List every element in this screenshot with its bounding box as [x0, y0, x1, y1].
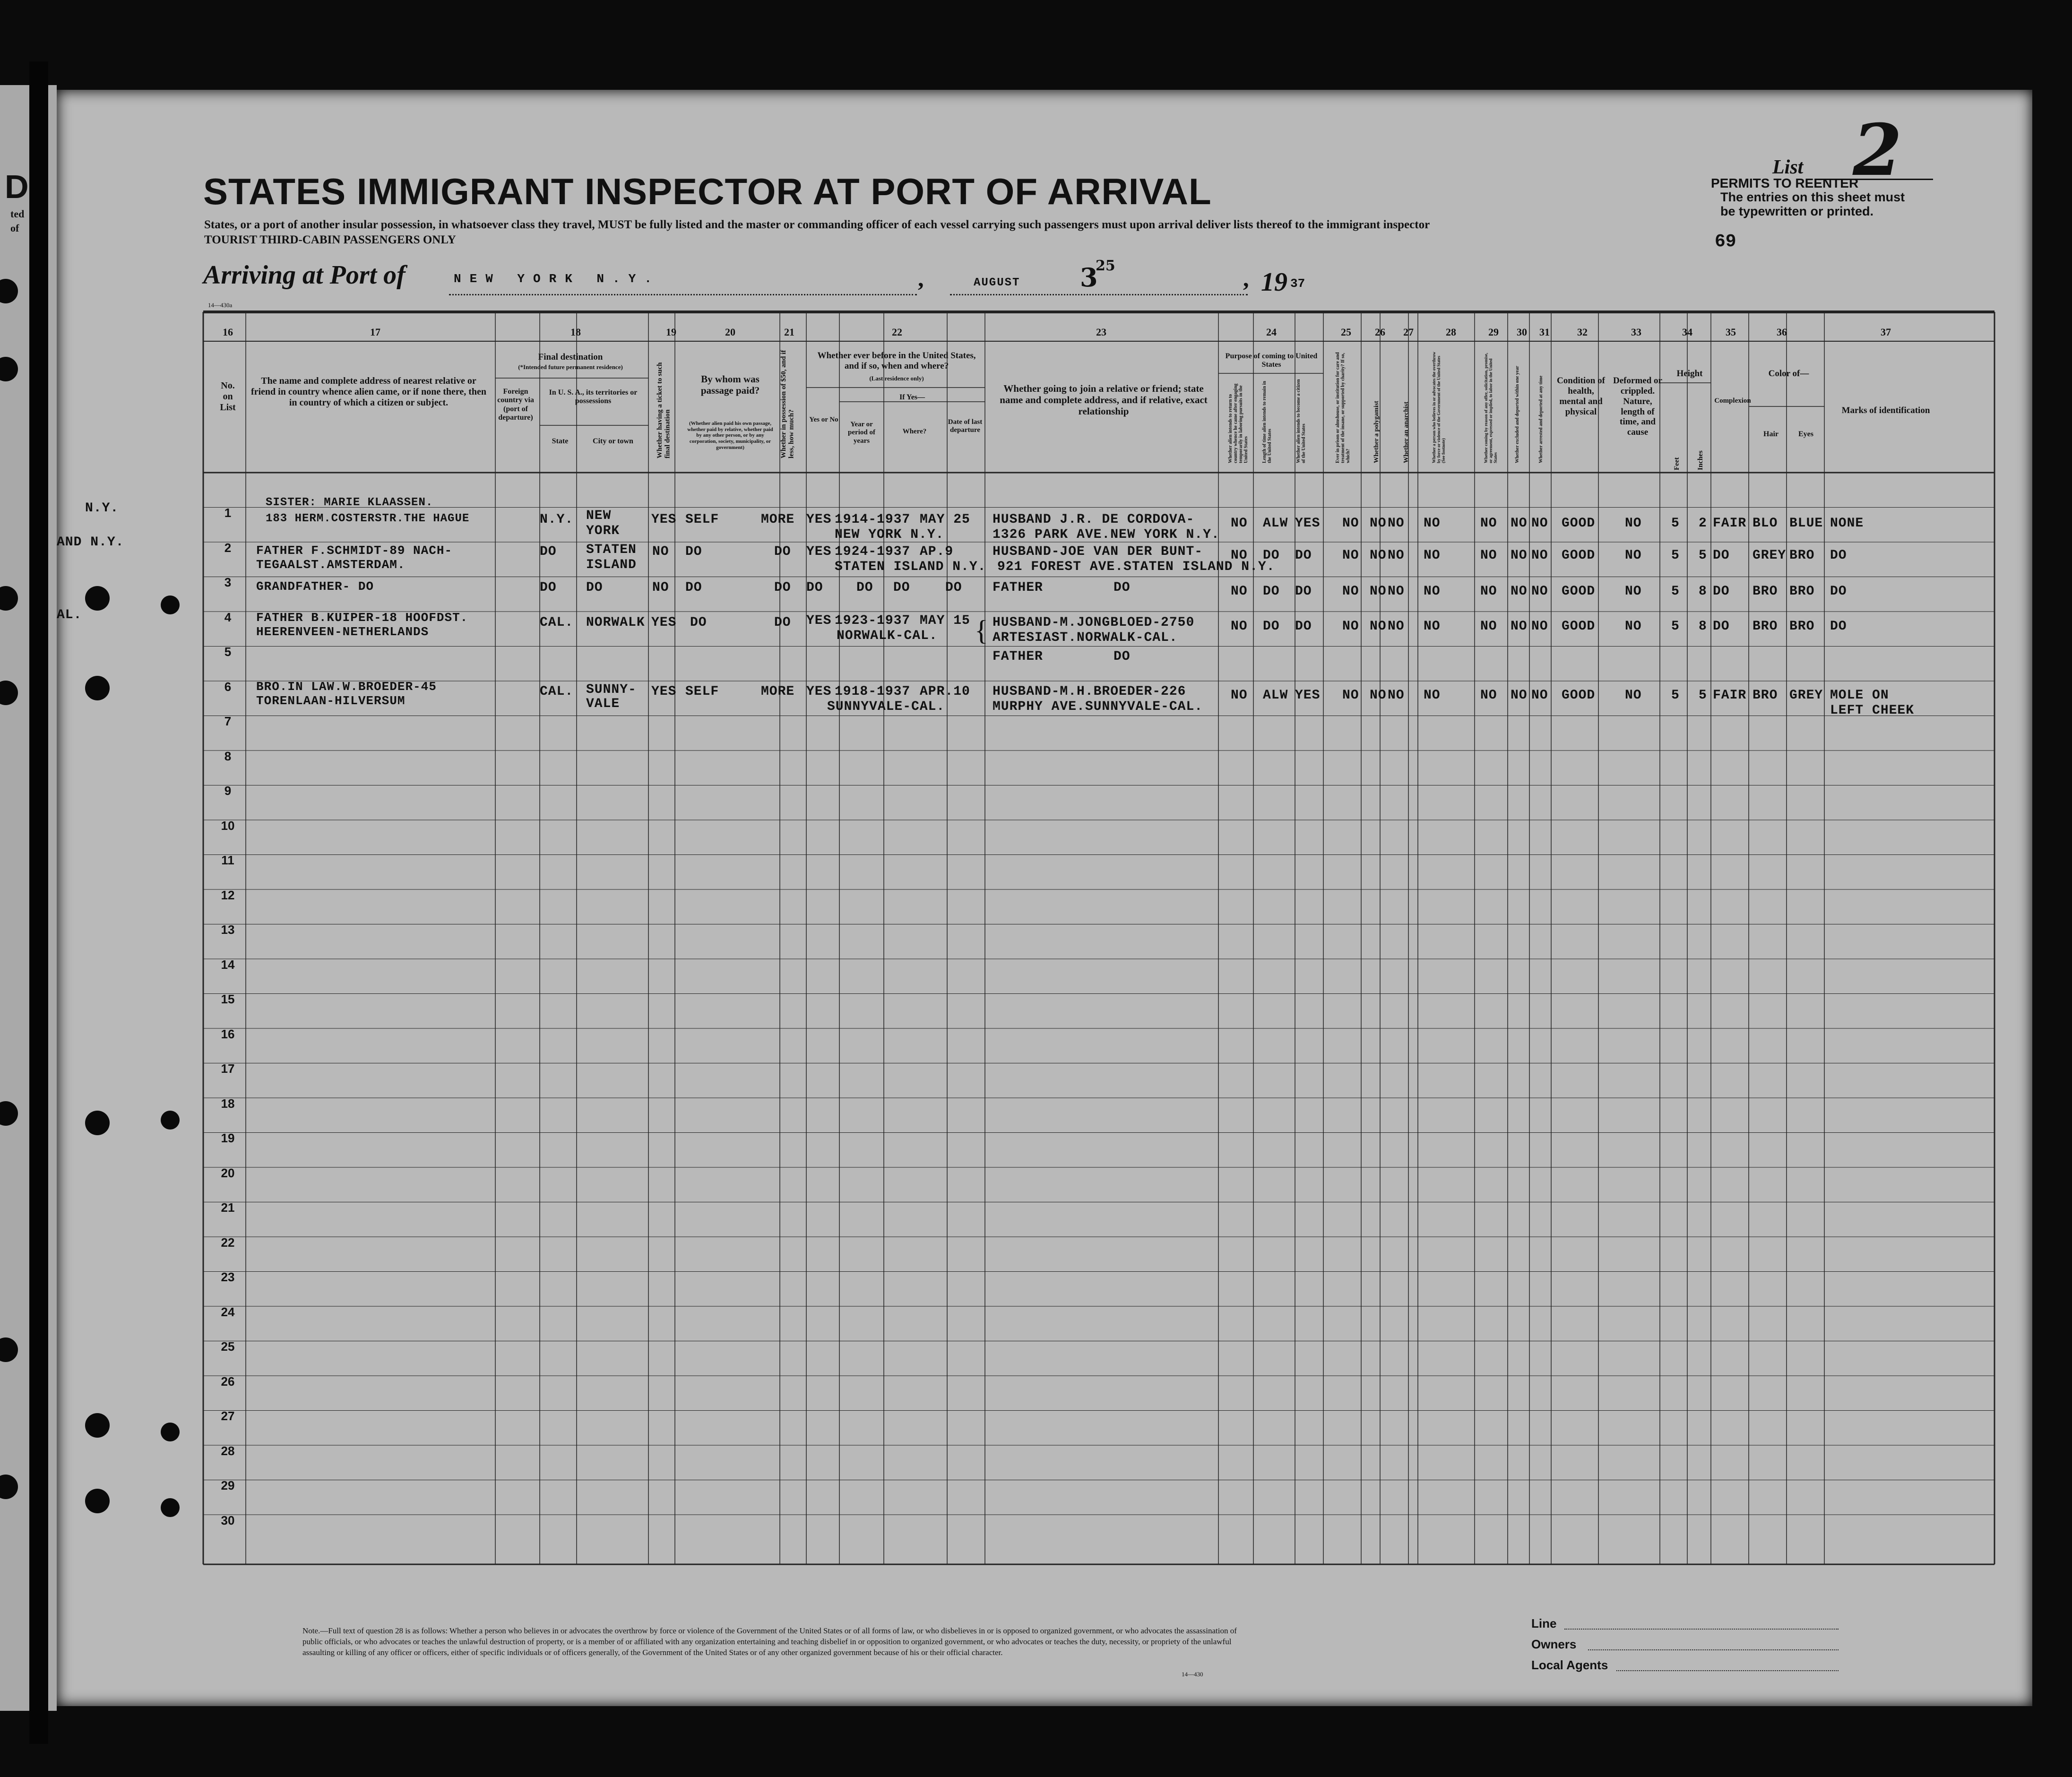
r6-p-c: YES: [1295, 688, 1321, 703]
entries-note: The entries on this sheet must: [1720, 190, 1905, 204]
r3-hair: BRO: [1753, 584, 1778, 599]
r1-complexion: FAIR: [1713, 516, 1747, 531]
r6-health: GOOD: [1562, 688, 1596, 703]
r3-c31: NO: [1531, 584, 1548, 599]
row-number: 11: [221, 853, 234, 867]
column-number: 21: [784, 326, 794, 338]
r4-relative-address: HEERENVEEN-NETHERLANDS: [256, 625, 429, 639]
row-number: 26: [221, 1374, 235, 1389]
r6-c31: NO: [1531, 688, 1548, 703]
header-in-usa: In U. S. A., its territories or possessions: [549, 388, 638, 405]
r6-relative-address: TORENLAAN-HILVERSUM: [256, 694, 406, 708]
page-title: STATES IMMIGRANT INSPECTOR AT PORT OF ARRIVAL: [203, 171, 1212, 212]
r1-hair: BLO: [1753, 516, 1778, 531]
left-fragment-text: ted: [10, 208, 25, 220]
header-height: Height: [1676, 369, 1703, 379]
r1-c29: NO: [1480, 516, 1497, 531]
r2-health: GOOD: [1562, 548, 1596, 563]
r2-relative-address: TEGAALST.AMSTERDAM.: [256, 558, 406, 572]
r6-state: CAL.: [540, 684, 574, 699]
header-complexion: Complexion: [1714, 397, 1751, 405]
header-polygamist: Whether a polygamist: [1373, 401, 1380, 463]
row-number: 9: [224, 784, 232, 798]
header-fifty-dollars: Whether in possession of $50, and if less, how much?: [780, 350, 795, 458]
year-prefix: 19: [1261, 267, 1287, 297]
header-prison: Ever in prison or almshouse, or institution for care and treatment of the insane, or supported by charity? If so, which?: [1335, 352, 1351, 463]
r4-p-b: DO: [1263, 619, 1280, 634]
r3-p-b: DO: [1263, 584, 1280, 599]
header-purpose-a: Whether alien intends to return to country whence he came after engaging temporarily in laboring pursuits in the United States: [1228, 383, 1249, 463]
header-join-relative: Whether going to join a relative or friend; state name and complete address, and if relative, exact relationship: [1000, 383, 1208, 417]
r1-state: N.Y.: [540, 512, 574, 527]
r2-period: 1924-1937: [835, 544, 911, 559]
r1-relative-address: 183 HERM.COSTERSTR.THE HAGUE: [266, 512, 470, 525]
r6-complexion: FAIR: [1713, 688, 1747, 703]
r3-money: DO: [774, 580, 791, 595]
row-number: 27: [221, 1409, 235, 1423]
column-number: 37: [1881, 326, 1891, 338]
r3-p-c: DO: [1295, 584, 1312, 599]
row-number: 6: [224, 679, 232, 694]
header-purpose: Purpose of coming to United States: [1225, 352, 1318, 369]
row-number: 24: [221, 1304, 235, 1319]
left-margin-text: N.Y.: [85, 501, 119, 516]
r4-health: GOOD: [1562, 619, 1596, 634]
r3-c27: NO: [1388, 584, 1405, 599]
row-number: 25: [221, 1339, 235, 1354]
row-number: 18: [221, 1096, 235, 1111]
row-number: 12: [221, 888, 235, 902]
header-deformed: Deformed or crippled. Nature, length of time, and cause: [1613, 376, 1662, 438]
r4-complexion: DO: [1713, 619, 1730, 634]
r2-money: DO: [774, 544, 791, 559]
header-final-destination-note: (*Intended future permanent residence): [518, 363, 623, 371]
r1-c25: NO: [1342, 516, 1359, 531]
header-where: Where?: [902, 428, 927, 435]
column-number: 31: [1539, 326, 1550, 338]
r2-marks: DO: [1830, 548, 1847, 563]
r6-date: APR.10: [920, 684, 970, 699]
r3-join-do: DO: [1114, 580, 1131, 595]
r6-city: SUNNY-: [586, 682, 637, 697]
r3-ticket: NO: [652, 580, 669, 595]
r1-p-c: YES: [1295, 516, 1321, 531]
r4-marks: DO: [1830, 619, 1847, 634]
r3-c28: NO: [1424, 584, 1441, 599]
agents-rule: [1616, 1670, 1839, 1671]
r2-c25: NO: [1342, 548, 1359, 563]
r1-marks: NONE: [1830, 516, 1864, 531]
row-number: 1: [224, 506, 232, 520]
column-number: 20: [725, 326, 735, 338]
r6-ticket: YES: [651, 684, 677, 699]
line-rule: [1564, 1629, 1839, 1630]
r6-c30: NO: [1511, 688, 1528, 703]
r4-relative: FATHER B.KUIPER-18 HOOFDST.: [256, 611, 468, 625]
page-number: 69: [1715, 232, 1736, 252]
r4-date: MAY 15: [920, 613, 970, 628]
column-number: 35: [1726, 326, 1736, 338]
day-value: 3: [1080, 262, 1098, 293]
row-number: 8: [224, 749, 232, 763]
row-number: 21: [221, 1200, 235, 1215]
r2-p-a: NO: [1231, 548, 1248, 563]
owners-label: Owners: [1531, 1637, 1577, 1651]
row-number: 29: [221, 1478, 235, 1492]
r1-p-a: NO: [1231, 516, 1248, 531]
column-number: 19: [666, 326, 676, 338]
r6-c25: NO: [1342, 688, 1359, 703]
r4-hair: BRO: [1753, 619, 1778, 634]
column-number: 30: [1517, 326, 1527, 338]
r6-before: YES: [806, 684, 832, 699]
r6-hair: BRO: [1753, 688, 1778, 703]
r2-before: YES: [806, 544, 832, 559]
r4-c26: NO: [1370, 619, 1387, 634]
r6-deformed: NO: [1625, 688, 1642, 703]
r2-city: STATEN: [586, 543, 637, 557]
r1-c27: NO: [1388, 516, 1405, 531]
footnote-question-28: Note.—Full text of question 28 is as follows: Whether a person who believes in or advocates the overthrow by force or violence of the Government of the United States or of all forms of law, or who disbelieves in or is opposed to organized government, or who advocates the assassination of public officials, or who advocates or teaches the unlawful destruction of property, or is a member of or affiliated with any organization entertaining and teaching disbelief in or opposition to organized government, or who advocates or teaches the duty, necessity, or propriety of the unlawful assaulting or killing of any officer or officers, either of specific individuals or of officers generally, of the Government of the United States or of any other organized government because of his or their official character.: [302, 1626, 1237, 1657]
r3-c29: NO: [1480, 584, 1497, 599]
r5-join: FATHER: [993, 649, 1043, 664]
r2-relative: FATHER F.SCHMIDT-89 NACH-: [256, 543, 453, 558]
r3-join: FATHER: [993, 580, 1043, 595]
r6-c26: NO: [1370, 688, 1387, 703]
permits-label: PERMITS TO REENTER: [1711, 176, 1859, 190]
page-subtitle: States, or a port of another insular possession, in whatsoever class they travel, MUST be fully listed and the master or commanding officer of each vessel carrying such passengers must upon arrival deliver lists thereof to the immigrant inspector: [204, 218, 1430, 231]
r1-city: NEW: [586, 509, 612, 523]
r2-c31: NO: [1531, 548, 1548, 563]
r2-eyes: BRO: [1789, 548, 1815, 563]
r2-p-b: DO: [1263, 548, 1280, 563]
r6-period: 1918-1937: [835, 684, 911, 699]
r1-before: YES: [806, 512, 832, 527]
r2-deformed: NO: [1625, 548, 1642, 563]
left-margin-text: AND N.Y.: [57, 535, 124, 550]
r2-state: DO: [540, 544, 557, 559]
header-ever-before: Whether ever before in the United States, and if so, when and where?: [817, 351, 976, 371]
r1-health: GOOD: [1562, 516, 1596, 531]
r4-c25: NO: [1342, 619, 1359, 634]
r2-feet: 5: [1671, 548, 1680, 563]
column-number: 17: [370, 326, 380, 338]
form-code: 14—430a: [208, 302, 233, 309]
r6-where: SUNNYVALE-CAL.: [827, 699, 945, 714]
r1-c26: NO: [1370, 516, 1387, 531]
r2-c30: NO: [1511, 548, 1528, 563]
column-number: 28: [1446, 326, 1456, 338]
r4-city: NORWALK: [586, 615, 645, 630]
r2-join-address: 921 FOREST AVE.STATEN ISLAND N.Y.: [997, 560, 1275, 574]
header-anarchist: Whether an anarchist: [1403, 401, 1410, 463]
r4-feet: 5: [1671, 619, 1680, 634]
r4-where: NORWALK-CAL.: [837, 629, 938, 643]
r6-p-a: NO: [1231, 688, 1248, 703]
row-number: 23: [221, 1270, 235, 1284]
r4-c29: NO: [1480, 619, 1497, 634]
class-note: TOURIST THIRD-CABIN PASSENGERS ONLY: [204, 233, 456, 246]
r2-complexion: DO: [1713, 548, 1730, 563]
column-number: 23: [1096, 326, 1106, 338]
r2-city: ISLAND: [586, 558, 637, 572]
header-if-yes: If Yes—: [899, 393, 925, 401]
r3-p-a: NO: [1231, 584, 1248, 599]
header-relative: The name and complete address of nearest relative or friend in country whence alien came, or if none there, then in country of which a citizen or subject.: [250, 376, 487, 408]
r1-where: NEW YORK N.Y.: [835, 527, 944, 542]
r6-money: MORE: [761, 684, 795, 699]
header-departure: Date of last departure: [948, 418, 983, 434]
r2-c26: NO: [1370, 548, 1387, 563]
r1-inches: 2: [1699, 516, 1707, 531]
r4-c27: NO: [1388, 619, 1405, 634]
r2-c27: NO: [1388, 548, 1405, 563]
row-number: 4: [224, 610, 232, 624]
column-number: 26: [1375, 326, 1385, 338]
r1-date: MAY 25: [920, 512, 970, 527]
r3-marks: DO: [1830, 584, 1847, 599]
column-number: 24: [1266, 326, 1277, 338]
r1-ticket: YES: [651, 512, 677, 527]
r1-relative: SISTER: MARIE KLAASSEN.: [266, 496, 433, 509]
column-number: 22: [892, 326, 902, 338]
row-number: 14: [221, 957, 235, 972]
entries-note: be typewritten or printed.: [1720, 204, 1874, 218]
r1-c28: NO: [1424, 516, 1441, 531]
header-ticket: Whether having a ticket to such final destination: [656, 362, 672, 458]
r6-feet: 5: [1671, 688, 1680, 703]
header-passage-paid-note: (Whether alien paid his own passage, whether paid by relative, whether paid by any other person, or by any corporation, society, municipality, or government): [687, 421, 773, 450]
r6-c28: NO: [1424, 688, 1441, 703]
header-health: Condition of health, mental and physical: [1557, 376, 1605, 417]
r6-marks: MOLE ON: [1830, 688, 1889, 703]
r4-state: CAL.: [540, 615, 574, 630]
r2-date: AP.9: [920, 544, 954, 559]
r4-inches: 8: [1699, 619, 1707, 634]
header-foreign-country: Foreign country via (port of departure): [497, 388, 534, 422]
r4-eyes: BRO: [1789, 619, 1815, 634]
row-number: 5: [224, 645, 232, 659]
r3-c26: NO: [1370, 584, 1387, 599]
r6-paid: SELF: [685, 684, 719, 699]
header-purpose-b: Length of time alien intends to remain in the United States: [1262, 381, 1272, 463]
r1-p-b: ALW: [1263, 516, 1288, 531]
r4-money: DO: [774, 615, 791, 630]
r1-money: MORE: [761, 512, 795, 527]
header-inches: Inches: [1697, 450, 1704, 470]
column-number: 33: [1631, 326, 1641, 338]
row-number: 19: [221, 1131, 235, 1145]
r4-p-c: DO: [1295, 619, 1312, 634]
r2-p-c: DO: [1295, 548, 1312, 563]
header-no-on-list: No. on List: [220, 380, 236, 413]
header-overthrow: Whether a person who believes in or advocates the overthrow by force or violence of the Government of the United States (See footnote): [1432, 352, 1446, 463]
footer-form-code: 14—430: [1182, 1671, 1203, 1678]
header-marks: Marks of identification: [1841, 405, 1930, 415]
r3-deformed: NO: [1625, 584, 1642, 599]
r6-join: HUSBAND-M.H.BROEDER-226: [993, 684, 1186, 699]
header-passage-paid: By whom was passage paid?: [700, 373, 760, 397]
r3-before: DO: [806, 580, 823, 595]
r1-c31: NO: [1531, 516, 1548, 531]
bracket-mark: {: [975, 615, 988, 646]
r3-inches: 8: [1699, 584, 1707, 599]
r1-city: YORK: [586, 524, 620, 538]
r2-join: HUSBAND-JOE VAN DER BUNT-: [993, 544, 1203, 559]
column-number: 16: [223, 326, 233, 338]
r6-city: VALE: [586, 697, 620, 711]
r6-inches: 5: [1699, 688, 1707, 703]
row-number: 30: [221, 1513, 235, 1527]
line-label: Line: [1531, 1616, 1557, 1630]
r1-period: 1914-1937: [835, 512, 911, 527]
r6-join-address: MURPHY AVE.SUNNYVALE-CAL.: [993, 699, 1203, 714]
header-color: Color of—: [1768, 369, 1809, 379]
r3-paid: DO: [685, 580, 702, 595]
column-number: 29: [1488, 326, 1499, 338]
row-number: 28: [221, 1443, 235, 1458]
left-margin-text: AL.: [57, 608, 82, 622]
r6-eyes: GREY: [1789, 688, 1823, 703]
r2-ticket: NO: [652, 544, 669, 559]
r1-join: HUSBAND J.R. DE CORDOVA-: [993, 512, 1195, 527]
r3-complexion: DO: [1713, 584, 1730, 599]
row-number: 17: [221, 1061, 235, 1076]
column-number: 18: [570, 326, 581, 338]
r1-paid: SELF: [685, 512, 719, 527]
r1-eyes: BLUE: [1789, 516, 1823, 531]
r2-inches: 5: [1699, 548, 1707, 563]
header-period: Year or period of years: [848, 421, 875, 445]
r1-feet: 5: [1671, 516, 1680, 531]
r3-relative: GRANDFATHER- DO: [256, 579, 374, 594]
r5-join-do: DO: [1114, 649, 1131, 664]
r4-p-a: NO: [1231, 619, 1248, 634]
left-fragment-text: of: [10, 222, 19, 234]
header-arrested: Whether arrested and deported at any time: [1538, 375, 1544, 463]
row-number: 2: [224, 540, 232, 555]
r3-period: DO: [856, 580, 873, 595]
r4-join: HUSBAND-M.JONGBLOED-2750: [993, 615, 1195, 630]
r6-relative: BRO.IN LAW.W.BROEDER-45: [256, 680, 437, 694]
row-number: 10: [221, 818, 235, 833]
header-labor-offer: Whether coming by reason of any offer, solicitation, promise, or agreement, expressed or implied, to labor in the United States: [1484, 353, 1498, 463]
year-suffix: 37: [1290, 276, 1305, 291]
arriving-label: Arriving at Port of: [203, 260, 406, 290]
month-value: AUGUST: [974, 276, 1020, 289]
column-number: 36: [1777, 326, 1787, 338]
header-purpose-c: Whether alien intends to become a citizen of the United States: [1296, 379, 1306, 463]
r1-c30: NO: [1511, 516, 1528, 531]
header-feet: Feet: [1673, 457, 1681, 470]
header-state: State: [552, 437, 569, 445]
r4-join-address: ARTESIAST.NORWALK-CAL.: [993, 630, 1178, 645]
r3-city: DO: [586, 580, 603, 595]
r4-before: YES: [806, 613, 832, 628]
r4-c28: NO: [1424, 619, 1441, 634]
r4-deformed: NO: [1625, 619, 1642, 634]
column-number: 25: [1341, 326, 1351, 338]
r4-c30: NO: [1511, 619, 1528, 634]
r3-eyes: BRO: [1789, 584, 1815, 599]
r2-hair: GREY: [1753, 548, 1787, 563]
day-extra-value: 25: [1096, 258, 1115, 274]
r3-where: DO: [893, 580, 910, 595]
r2-c29: NO: [1480, 548, 1497, 563]
header-excluded: Whether excluded and deported within one year: [1515, 366, 1520, 463]
row-number: 16: [221, 1027, 235, 1041]
list-number: 2: [1853, 109, 1902, 192]
port-value: NEW YORK N.Y.: [454, 272, 660, 286]
column-number: 27: [1403, 326, 1414, 338]
header-ever-before-note: (Last residence only): [869, 375, 924, 382]
row-number: 7: [224, 714, 232, 728]
r3-feet: 5: [1671, 584, 1680, 599]
column-number: 32: [1577, 326, 1588, 338]
r4-ticket: YES: [651, 615, 677, 630]
r7-marks: LEFT CHEEK: [1830, 703, 1915, 718]
owners-rule: [1588, 1649, 1839, 1650]
row-number: 15: [221, 992, 235, 1006]
left-fragment-letter: D: [5, 168, 29, 205]
r6-c27: NO: [1388, 688, 1405, 703]
r4-period: 1923-1937: [835, 613, 911, 628]
r3-date: DO: [945, 580, 962, 595]
row-number: 3: [224, 575, 232, 589]
r1-join-address: 1326 PARK AVE.NEW YORK N.Y.: [993, 527, 1220, 542]
r4-c31: NO: [1531, 619, 1548, 634]
header-final-destination: Final destination: [538, 352, 603, 362]
r3-c30: NO: [1511, 584, 1528, 599]
header-yes-no: Yes or No: [809, 416, 838, 423]
r2-c28: NO: [1424, 548, 1441, 563]
agents-label: Local Agents: [1531, 1658, 1608, 1672]
r6-p-b: ALW: [1263, 688, 1288, 703]
row-number: 20: [221, 1165, 235, 1180]
r2-paid: DO: [685, 544, 702, 559]
r2-where: STATEN ISLAND N.Y.: [835, 560, 986, 574]
row-number: 22: [221, 1235, 235, 1250]
header-eyes: Eyes: [1798, 430, 1813, 438]
r4-paid: DO: [690, 615, 707, 630]
header-hair: Hair: [1763, 430, 1778, 438]
header-city: City or town: [593, 437, 633, 445]
r1-deformed: NO: [1625, 516, 1642, 531]
r3-state: DO: [540, 580, 557, 595]
r6-c29: NO: [1480, 688, 1497, 703]
row-number: 13: [221, 923, 235, 937]
list-label: List: [1772, 156, 1804, 178]
r3-c25: NO: [1342, 584, 1359, 599]
column-number: 34: [1682, 326, 1692, 338]
r3-health: GOOD: [1562, 584, 1596, 599]
